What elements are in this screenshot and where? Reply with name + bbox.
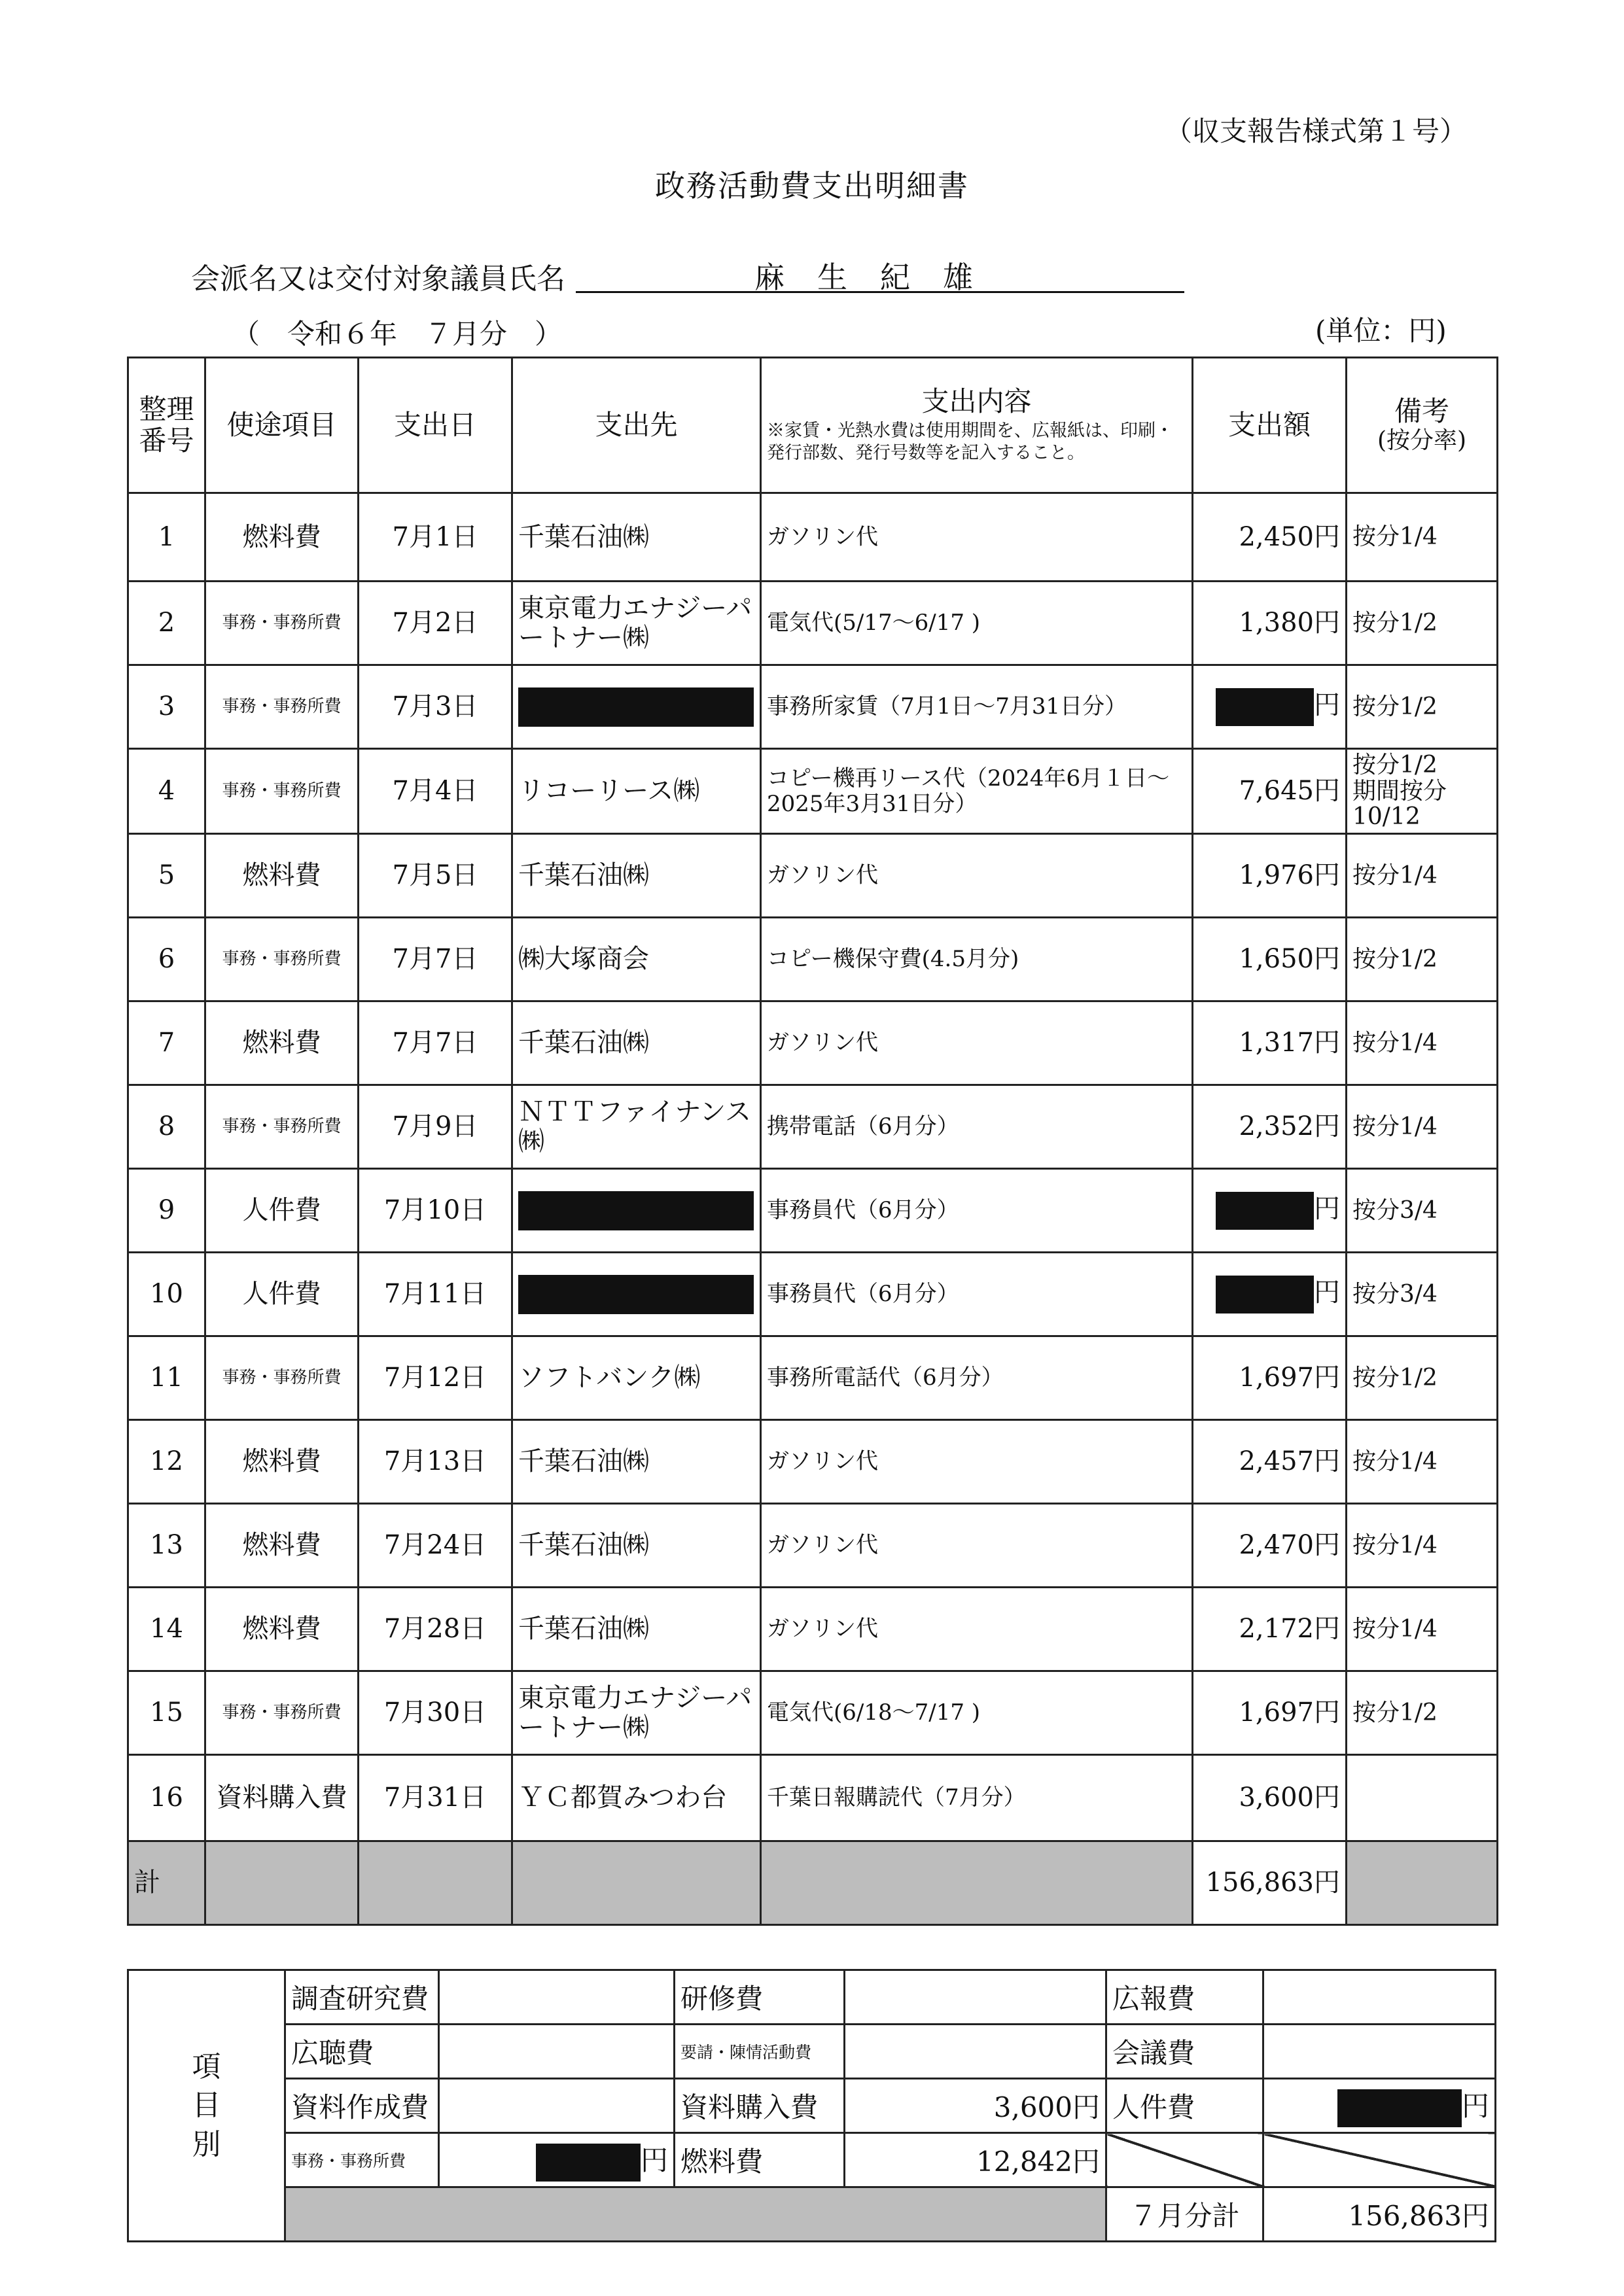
row-no: 13 xyxy=(128,1504,205,1588)
row-no: 3 xyxy=(128,665,205,749)
row-date: 7月4日 xyxy=(359,749,512,834)
summary-hearing-value xyxy=(439,2025,675,2079)
row-amount: 2,352円 xyxy=(1193,1085,1347,1169)
redaction-box xyxy=(518,687,754,727)
row-remarks: 按分1/4 xyxy=(1347,1504,1498,1588)
row-payee: 千葉石油㈱ xyxy=(512,834,761,918)
summary-petition-value xyxy=(845,2025,1106,2079)
row-date: 7月30日 xyxy=(359,1671,512,1755)
row-date: 7月5日 xyxy=(359,834,512,918)
row-amount: 2,450円 xyxy=(1193,493,1347,582)
table-row xyxy=(128,1001,1498,1085)
summary-side-label: 項 目 別 xyxy=(128,1970,285,2242)
row-remarks: 按分1/4 xyxy=(1347,834,1498,918)
row-date: 7月12日 xyxy=(359,1336,512,1420)
row-item: 燃料費 xyxy=(205,1504,359,1588)
row-content: 事務員代（6月分） xyxy=(761,1253,1193,1336)
total-row xyxy=(128,1841,1498,1925)
row-remarks: 按分1/2 xyxy=(1347,1336,1498,1420)
unit-label: (単位：円) xyxy=(1315,315,1447,347)
row-date: 7月24日 xyxy=(359,1504,512,1588)
row-amount: 2,172円 xyxy=(1193,1588,1347,1671)
summary-gray-bar xyxy=(285,2187,1106,2242)
total-amount: 156,863円 xyxy=(1193,1841,1347,1925)
row-date: 7月2日 xyxy=(359,582,512,665)
table-row xyxy=(128,918,1498,1001)
member-name: 麻生紀雄 xyxy=(754,260,1006,295)
header-remarks-label: 備考 xyxy=(1394,395,1449,428)
row-content: ガソリン代 xyxy=(761,493,1193,582)
row-item: 事務・事務所費 xyxy=(205,582,359,665)
header-date: 支出日 xyxy=(359,358,512,493)
row-payee: 東京電力エナジーパートナー㈱ xyxy=(512,1671,761,1755)
row-content: ガソリン代 xyxy=(761,1504,1193,1588)
table-header-row xyxy=(128,358,1498,493)
row-remarks: 按分1/2 xyxy=(1347,582,1498,665)
row-remarks: 按分1/4 xyxy=(1347,1001,1498,1085)
row-no: 8 xyxy=(128,1085,205,1169)
row-content: ガソリン代 xyxy=(761,1420,1193,1504)
table-row xyxy=(128,1253,1498,1336)
row-payee: ソフトバンク㈱ xyxy=(512,1336,761,1420)
row-payee: ＮＴＴファイナンス㈱ xyxy=(512,1085,761,1169)
row-amount: 3,600円 xyxy=(1193,1755,1347,1841)
row-amount xyxy=(1193,665,1347,749)
row-remarks xyxy=(1347,1755,1498,1841)
row-amount-unit: 円 xyxy=(1314,689,1340,720)
row-content: 電気代(6/18～7/17 ) xyxy=(761,1671,1193,1755)
row-date: 7月13日 xyxy=(359,1420,512,1504)
redaction-box xyxy=(1216,1276,1314,1313)
row-item: 事務・事務所費 xyxy=(205,749,359,834)
table-row xyxy=(128,1671,1498,1755)
row-content: ガソリン代 xyxy=(761,1588,1193,1671)
row-no: 16 xyxy=(128,1755,205,1841)
total-blank xyxy=(512,1841,761,1925)
table-row xyxy=(128,1588,1498,1671)
summary-pr-value xyxy=(1263,1970,1496,2025)
redaction-box xyxy=(536,2144,641,2182)
row-payee: 千葉石油㈱ xyxy=(512,1420,761,1504)
row-no: 12 xyxy=(128,1420,205,1504)
row-content: 千葉日報購読代（7月分） xyxy=(761,1755,1193,1841)
table-row xyxy=(128,1169,1498,1253)
row-item: 燃料費 xyxy=(205,1001,359,1085)
table-row xyxy=(128,582,1498,665)
row-remarks: 按分1/2 xyxy=(1347,918,1498,1001)
table-row xyxy=(128,1504,1498,1588)
summary-meeting-value xyxy=(1263,2025,1496,2079)
table-row xyxy=(128,1336,1498,1420)
row-remarks: 按分3/4 xyxy=(1347,1253,1498,1336)
summary-diagonal-cell xyxy=(1106,2133,1263,2187)
summary-doc-creation-value xyxy=(439,2079,675,2133)
redaction-box xyxy=(1216,1192,1314,1230)
summary-diagonal-cell xyxy=(1263,2133,1496,2187)
redaction-box xyxy=(1337,2089,1462,2127)
summary-row xyxy=(128,2133,1496,2187)
expenditure-table xyxy=(127,357,1498,1926)
table-row xyxy=(128,834,1498,918)
row-item: 事務・事務所費 xyxy=(205,1085,359,1169)
row-date: 7月9日 xyxy=(359,1085,512,1169)
header-payee: 支出先 xyxy=(512,358,761,493)
form-number: （収支報告様式第１号） xyxy=(1165,115,1468,147)
row-date: 7月7日 xyxy=(359,918,512,1001)
total-blank xyxy=(1347,1841,1498,1925)
total-blank xyxy=(359,1841,512,1925)
row-payee xyxy=(512,1253,761,1336)
row-item: 事務・事務所費 xyxy=(205,665,359,749)
header-content xyxy=(761,358,1193,493)
redaction-box xyxy=(518,1275,754,1314)
row-item: 事務・事務所費 xyxy=(205,1671,359,1755)
summary-meeting-label: 会議費 xyxy=(1106,2025,1263,2079)
row-payee: リコーリース㈱ xyxy=(512,749,761,834)
row-payee: ㈱大塚商会 xyxy=(512,918,761,1001)
row-date: 7月3日 xyxy=(359,665,512,749)
row-payee: 千葉石油㈱ xyxy=(512,493,761,582)
row-payee: 千葉石油㈱ xyxy=(512,1001,761,1085)
name-label: 会派名又は交付対象議員氏名 xyxy=(191,262,565,296)
summary-research-label: 調査研究費 xyxy=(285,1970,439,2025)
row-item: 燃料費 xyxy=(205,834,359,918)
header-content-note: ※家賃・光熱水費は使用期間を、広報紙は、印刷・発行部数、発行号数等を記入すること。 xyxy=(767,421,1173,464)
row-no: 1 xyxy=(128,493,205,582)
summary-personnel-label: 人件費 xyxy=(1106,2079,1263,2133)
row-no: 15 xyxy=(128,1671,205,1755)
row-remarks: 按分1/4 xyxy=(1347,493,1498,582)
row-amount: 2,470円 xyxy=(1193,1504,1347,1588)
row-item: 燃料費 xyxy=(205,1588,359,1671)
document-title: 政務活動費支出明細書 xyxy=(655,168,969,203)
row-no: 2 xyxy=(128,582,205,665)
row-content: ガソリン代 xyxy=(761,834,1193,918)
row-payee xyxy=(512,665,761,749)
header-item: 使途項目 xyxy=(205,358,359,493)
row-item: 人件費 xyxy=(205,1169,359,1253)
row-content: 携帯電話（6月分） xyxy=(761,1085,1193,1169)
row-payee: 千葉石油㈱ xyxy=(512,1504,761,1588)
row-remarks: 按分1/2 xyxy=(1347,665,1498,749)
row-no: 5 xyxy=(128,834,205,918)
summary-fuel-label: 燃料費 xyxy=(675,2133,845,2187)
row-item: 人件費 xyxy=(205,1253,359,1336)
table-row xyxy=(128,1755,1498,1841)
row-remarks: 按分1/4 xyxy=(1347,1588,1498,1671)
report-period: （ 令和６年 ７月分 ） xyxy=(232,318,563,350)
row-item: 資料購入費 xyxy=(205,1755,359,1841)
summary-research-value xyxy=(439,1970,675,2025)
row-amount: 1,380円 xyxy=(1193,582,1347,665)
row-item: 事務・事務所費 xyxy=(205,918,359,1001)
summary-personnel-unit: 円 xyxy=(1461,2089,1489,2122)
summary-doc-creation-label: 資料作成費 xyxy=(285,2079,439,2133)
row-amount: 1,697円 xyxy=(1193,1336,1347,1420)
summary-petition-label: 要請・陳情活動費 xyxy=(675,2025,845,2079)
header-amount: 支出額 xyxy=(1193,358,1347,493)
category-summary-table xyxy=(127,1969,1496,2242)
total-label: 計 xyxy=(128,1841,205,1925)
row-amount xyxy=(1193,1253,1347,1336)
summary-row xyxy=(128,2025,1496,2079)
row-amount: 7,645円 xyxy=(1193,749,1347,834)
summary-row xyxy=(128,1970,1496,2025)
row-date: 7月28日 xyxy=(359,1588,512,1671)
summary-office-unit: 円 xyxy=(640,2144,668,2176)
row-content: 事務所家賃（7月1日～7月31日分） xyxy=(761,665,1193,749)
summary-office-value xyxy=(439,2133,675,2187)
table-row xyxy=(128,1085,1498,1169)
summary-hearing-label: 広聴費 xyxy=(285,2025,439,2079)
summary-doc-purchase-value: 3,600円 xyxy=(845,2079,1106,2133)
row-no: 9 xyxy=(128,1169,205,1253)
row-no: 14 xyxy=(128,1588,205,1671)
row-no: 11 xyxy=(128,1336,205,1420)
summary-month-total-value: 156,863円 xyxy=(1263,2187,1496,2242)
row-no: 7 xyxy=(128,1001,205,1085)
row-remarks: 按分1/4 xyxy=(1347,1085,1498,1169)
row-amount: 1,697円 xyxy=(1193,1671,1347,1755)
summary-training-label: 研修費 xyxy=(675,1970,845,2025)
row-remarks: 按分3/4 xyxy=(1347,1169,1498,1253)
row-remarks: 按分1/2 xyxy=(1347,1671,1498,1755)
row-content: 事務所電話代（6月分） xyxy=(761,1336,1193,1420)
row-date: 7月11日 xyxy=(359,1253,512,1336)
summary-personnel-value xyxy=(1263,2079,1496,2133)
row-payee: ＹＣ都賀みつわ台 xyxy=(512,1755,761,1841)
row-no: 10 xyxy=(128,1253,205,1336)
header-no: 整理番号 xyxy=(128,358,205,493)
row-date: 7月10日 xyxy=(359,1169,512,1253)
row-amount: 2,457円 xyxy=(1193,1420,1347,1504)
row-amount: 1,317円 xyxy=(1193,1001,1347,1085)
row-amount-unit: 円 xyxy=(1314,1277,1340,1308)
header-content-label: 支出内容 xyxy=(921,385,1032,418)
summary-row xyxy=(128,2187,1496,2242)
row-no: 4 xyxy=(128,749,205,834)
summary-doc-purchase-label: 資料購入費 xyxy=(675,2079,845,2133)
row-amount: 1,650円 xyxy=(1193,918,1347,1001)
row-amount: 1,976円 xyxy=(1193,834,1347,918)
header-remarks xyxy=(1347,358,1498,493)
row-date: 7月1日 xyxy=(359,493,512,582)
row-item: 燃料費 xyxy=(205,1420,359,1504)
summary-pr-label: 広報費 xyxy=(1106,1970,1263,2025)
row-no: 6 xyxy=(128,918,205,1001)
summary-office-label: 事務・事務所費 xyxy=(285,2133,439,2187)
row-date: 7月31日 xyxy=(359,1755,512,1841)
row-content: 事務員代（6月分） xyxy=(761,1169,1193,1253)
row-amount-unit: 円 xyxy=(1314,1193,1340,1224)
row-content: 電気代(5/17～6/17 ) xyxy=(761,582,1193,665)
row-content: コピー機再リース代（2024年6月１日～2025年3月31日分） xyxy=(761,749,1193,834)
row-date: 7月7日 xyxy=(359,1001,512,1085)
row-payee: 東京電力エナジーパートナー㈱ xyxy=(512,582,761,665)
table-row xyxy=(128,665,1498,749)
row-remarks: 按分1/4 xyxy=(1347,1420,1498,1504)
row-payee: 千葉石油㈱ xyxy=(512,1588,761,1671)
header-remarks-sub: (按分率) xyxy=(1377,427,1467,455)
summary-month-total-label: ７月分計 xyxy=(1106,2187,1263,2242)
row-payee xyxy=(512,1169,761,1253)
total-blank xyxy=(761,1841,1193,1925)
row-amount xyxy=(1193,1169,1347,1253)
summary-row xyxy=(128,2079,1496,2133)
row-remarks: 按分1/2 期間按分 10/12 xyxy=(1347,749,1498,834)
summary-fuel-value: 12,842円 xyxy=(845,2133,1106,2187)
redaction-box xyxy=(1216,688,1314,726)
redaction-box xyxy=(518,1191,754,1230)
summary-training-value xyxy=(845,1970,1106,2025)
row-content: ガソリン代 xyxy=(761,1001,1193,1085)
row-content: コピー機保守費(4.5月分) xyxy=(761,918,1193,1001)
total-blank xyxy=(205,1841,359,1925)
row-item: 事務・事務所費 xyxy=(205,1336,359,1420)
table-row xyxy=(128,493,1498,582)
table-row xyxy=(128,749,1498,834)
table-row xyxy=(128,1420,1498,1504)
row-item: 燃料費 xyxy=(205,493,359,582)
